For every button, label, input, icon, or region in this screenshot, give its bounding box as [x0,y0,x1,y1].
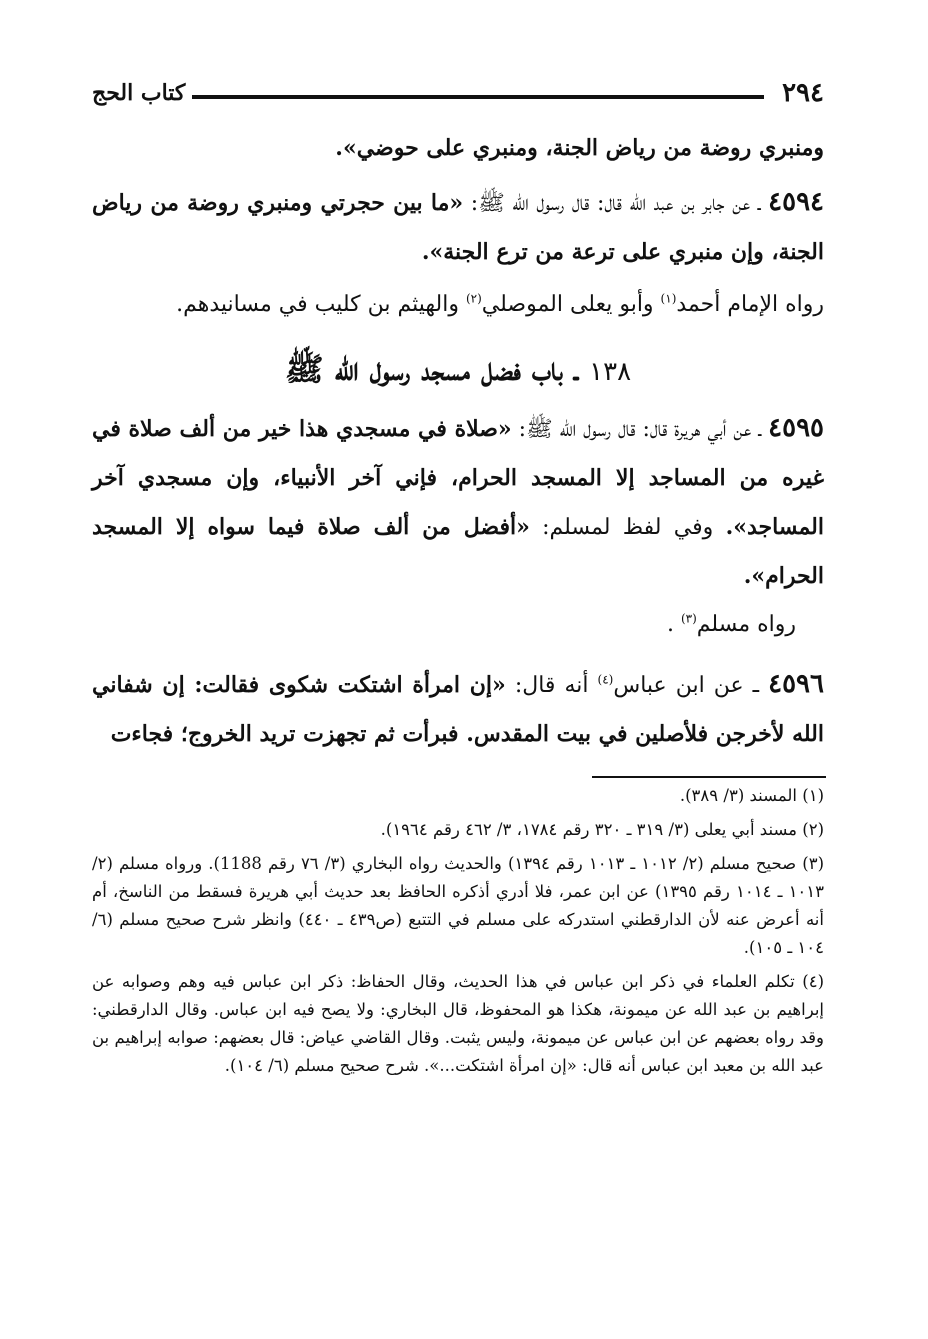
footnote-text: صحيح مسلم (٢/ ١٠١٢ ـ ١٠١٣ رقم ١٣٩٤) والحديث رواه البخاري (٣/ ٧٦ رقم 1188). ورواه مسلم (٢/ ١٠١٣ ـ ١٠١٤ رقم ١٣٩٥) عن ابن عمر، فلا أدري أذكره الحافظ بعد حديث أبي هريرة فسقط من الناسخ، أم أنه أعرض عنه لأن الدارقطني استدركه على مسلم في التتبع (ص٤٣٩ ـ ٤٤٠) وانظر شرح صحيح مسلم (٦/ ١٠٤ ـ ١٠٥). [92,854,825,957]
takhrij-text: رواه الإمام أحمد [676,292,824,317]
hadith-intro: ـ عن جابر بن عبد الله قال: قال رسول الله ﷺ: [463,191,769,216]
takhrij-text: وأبو يعلى الموصلي [481,292,661,317]
hadith-number: ٤٥٩٦ [768,669,824,699]
hadith-intro: ـ عن ابن عباس [613,673,769,698]
book-title: كتاب الحج [92,80,186,106]
footnote-1 [92,782,824,810]
hadith-4596 [92,660,824,759]
footnote-label: (١) [802,786,824,805]
takhrij-text: . [666,612,681,637]
hadith-4594 [92,178,824,329]
takhrij-text: والهيثم بن كليب في مسانيدهم. [176,292,466,317]
hadith-matn: «ما بين حجرتي ومنبري روضة من رياض الجنة، وإن منبري على ترعة من ترع الجنة». [92,190,824,265]
continuation-block [92,124,824,172]
hadith-4594-takhrij [92,281,824,329]
footnote-2 [92,816,824,844]
footnote-label: (٤) [802,972,824,991]
footnote-4 [92,968,824,1080]
header-rule [192,95,764,99]
footnotes [92,782,824,1086]
footnote-text: تكلم العلماء في ذكر ابن عباس في هذا الحديث، وقال الحفاظ: ذكر ابن عباس فيه وهم وصوابه عن إبراهيم بن عبد الله عن ميمونة، هكذا هو المحفوظ، قال البخاري: ولا يصح فيه ابن عباس. وقال الدارقطني: وقد رواه بعضهم عن ابن عباس عن ميمونة، وليس يثبت. وقال القاضي عياض: قال بعضهم: صوابه إبراهيم بن عبد الله بن معبد ابن عباس أنه قال: «إن امرأة اشتكت...». شرح صحيح مسلم (٦/ ١٠٤). [92,972,824,1075]
page-number: ٢٩٤ [782,78,824,108]
hadith-number: ٤٥٩٤ [768,187,824,217]
footnote-text: مسند أبي يعلى (٣/ ٣١٩ ـ ٣٢٠ رقم ١٧٨٤، ٣/ ٤٦٢ رقم ١٩٦٤). [380,820,803,839]
footnote-ref-1[interactable]: (١) [660,291,677,306]
hadith-4595-text [92,404,824,601]
hadith-intro: أنه قال: [505,673,598,698]
footnote-divider [592,776,826,778]
chapter-heading [92,344,824,397]
hadith-4595 [92,404,824,649]
footnote-label: (٢) [802,820,824,839]
footnote-ref-2[interactable]: (٢) [465,291,482,306]
hadith-intro: ـ عن أبي هريرة قال: قال رسول الله ﷺ: [511,417,769,442]
takhrij-text: رواه مسلم [696,612,796,637]
footnote-label: (٣) [802,854,824,873]
hadith-4594-text [92,178,824,277]
footnote-text: المسند (٣/ ٣٨٩). [679,786,803,805]
chapter-number: ١٣٨ [589,357,632,387]
hadith-number: ٤٥٩٥ [768,413,824,443]
hadith-matn: «إن امرأة اشتكت شكوى فقالت: إن شفاني الله لأخرجن فلأصلين في بيت المقدس. فبرأت ثم تجهزت تريد الخروج؛ فجاءت [92,672,824,747]
hadith-connector: وفي لفظ لمسلم: [529,515,726,540]
hadith-4596-text [92,660,824,759]
hadith-matn: «صلاة في مسجدي هذا خير من ألف صلاة في غيره من المساجد إلا المسجد الحرام، فإني آخر الأنبياء، وإن مسجدي آخر المساجد». [92,416,824,540]
hadith-4595-takhrij [92,601,796,649]
continuation-text: ومنبري روضة من رياض الجنة، ومنبري على حوضي». [335,135,824,161]
footnote-ref-3[interactable]: (٣) [680,611,697,626]
footnote-ref-4[interactable]: (٤) [597,672,614,687]
chapter-title: ـ باب فضل مسجد رسول الله ﷺ [284,350,590,388]
footnote-3 [92,850,824,962]
running-header [92,78,824,110]
hadith-matn-variant: «أفضل من ألف صلاة فيما سواه إلا المسجد الحرام». [92,514,824,589]
